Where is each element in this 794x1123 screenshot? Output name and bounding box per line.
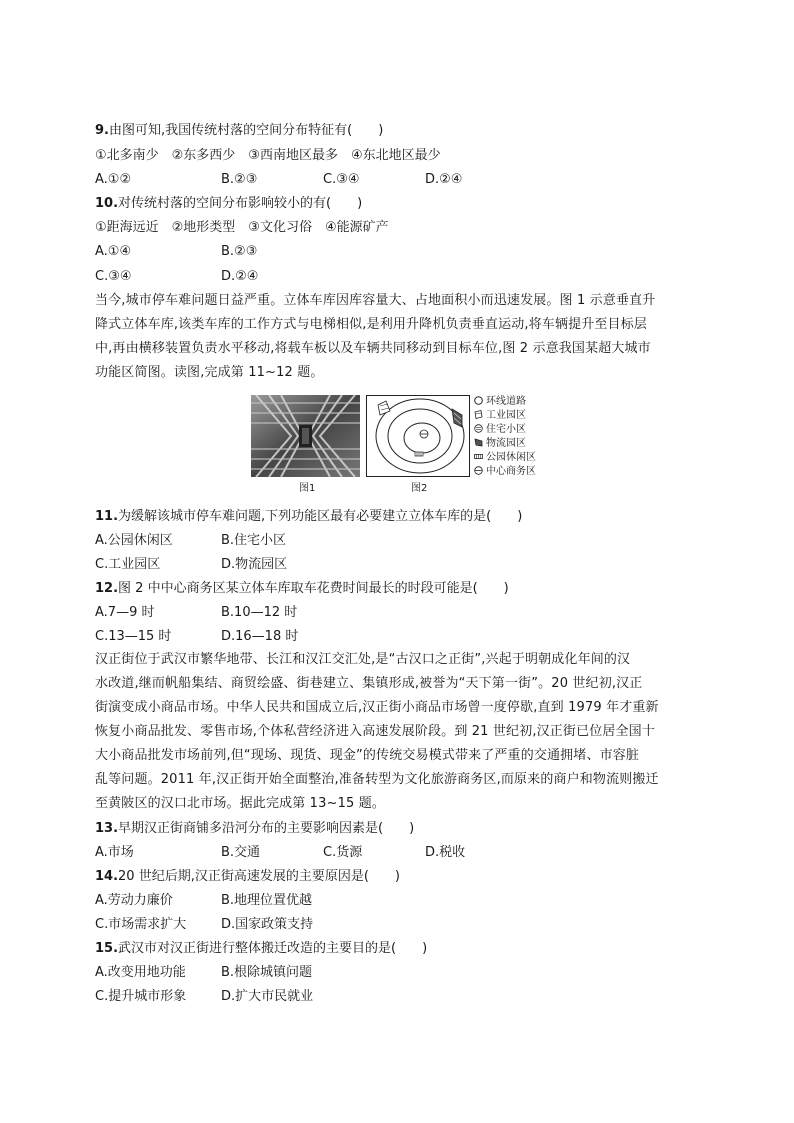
q12-option-b: B.10—12 时 bbox=[221, 605, 298, 620]
q11-option-b: B.住宅小区 bbox=[221, 533, 287, 548]
q10-option-c: C.③④ bbox=[95, 269, 132, 284]
q13-option-a: A.市场 bbox=[95, 845, 134, 860]
q13-option-c: C.货源 bbox=[323, 845, 363, 860]
passage-line: 乱等问题。2011 年,汉正街开始全面整治,准备转型为文化旅游商务区,而原来的商户和物流则搬迁 bbox=[95, 772, 659, 787]
q10-stem: 10.对传统村落的空间分布影响较小的有( ) bbox=[95, 196, 363, 211]
figure-2-city-map bbox=[366, 395, 470, 477]
ring-road-legend-icon bbox=[474, 396, 483, 405]
q9-option-a: A.①② bbox=[95, 172, 132, 187]
passage-line: 恢复小商品批发、零售市场,个体私营经济进入高速发展阶段。到 21 世纪初,汉正街已位居全国十 bbox=[95, 724, 655, 739]
passage-parking bbox=[95, 289, 699, 385]
passage-line: 降式立体车库,该类车库的工作方式与电梯相似,是利用升降机负责垂直运动,将车辆提升至目标层 bbox=[95, 317, 647, 332]
q13-option-d: D.税收 bbox=[425, 845, 466, 860]
q10-option-a: A.①④ bbox=[95, 244, 132, 259]
q15-number: 15. bbox=[95, 941, 119, 956]
q13-number: 13. bbox=[95, 821, 119, 836]
legend-item: 公园休闲区 bbox=[474, 452, 536, 463]
q12-option-a: A.7—9 时 bbox=[95, 605, 155, 620]
q9-option-c: C.③④ bbox=[323, 172, 360, 187]
q14-option-c: C.市场需求扩大 bbox=[95, 917, 187, 932]
legend-item: 工业园区 bbox=[474, 410, 526, 421]
q12-stem: 12.图 2 中中心商务区某立体车库取车花费时间最长的时段可能是( ) bbox=[95, 581, 509, 596]
q14-option-a: A.劳动力廉价 bbox=[95, 893, 173, 908]
passage-line: 至黄陂区的汉口北市场。据此完成第 13~15 题。 bbox=[95, 796, 385, 811]
q15-option-b: B.根除城镇问题 bbox=[221, 965, 313, 980]
q14-option-d: D.国家政策支持 bbox=[221, 917, 314, 932]
q15-option-d: D.扩大市民就业 bbox=[221, 989, 314, 1004]
passage-line: 中,再由横移装置负责水平移动,将载车板以及车辆共同移动到目标车位,图 2 示意我国某超大城市 bbox=[95, 341, 651, 356]
q12-option-d: D.16—18 时 bbox=[221, 629, 299, 644]
legend-item: 环线道路 bbox=[474, 396, 526, 407]
q9-option-b: B.②③ bbox=[221, 172, 258, 187]
q11-option-d: D.物流园区 bbox=[221, 557, 288, 572]
passage-line: 功能区简图。读图,完成第 11~12 题。 bbox=[95, 365, 324, 380]
q10-option-b: B.②③ bbox=[221, 244, 258, 259]
q12-number: 12. bbox=[95, 581, 119, 596]
q11-stem: 11.为缓解该城市停车难问题,下列功能区最有必要建立立体车库的是( ) bbox=[95, 509, 523, 524]
passage-line: 街演变成小商品市场。中华人民共和国成立后,汉正街小商品市场曾一度停歇,直到 1979 年才重新 bbox=[95, 700, 659, 715]
q11-number: 11. bbox=[95, 509, 119, 524]
park-legend-icon bbox=[474, 452, 483, 461]
cbd-symbol bbox=[420, 430, 428, 438]
passage-line: 当今,城市停车难问题日益严重。立体车库因库容量大、占地面积小而迅速发展。图 1 示意垂直升 bbox=[95, 293, 656, 308]
logistics-legend-icon bbox=[474, 438, 483, 447]
figure-1-caption: 图1 bbox=[299, 483, 316, 494]
figure-1-garage-photo bbox=[251, 395, 360, 477]
passage-line: 大小商品批发市场前列,但“现场、现货、现金”的传统交易模式带来了严重的交通拥堵、市容脏 bbox=[95, 748, 640, 763]
figure-2-legend bbox=[474, 396, 564, 480]
q10-statements: ①距海远近 ②地形类型 ③文化习俗 ④能源矿产 bbox=[95, 220, 389, 235]
q9-statements: ①北多南少 ②东多西少 ③西南地区最多 ④东北地区最少 bbox=[95, 148, 441, 163]
q12-option-c: C.13—15 时 bbox=[95, 629, 172, 644]
q9-number: 9. bbox=[95, 123, 109, 138]
q15-stem: 15.武汉市对汉正街进行整体搬迁改造的主要目的是( ) bbox=[95, 941, 428, 956]
q14-stem: 14.20 世纪后期,汉正街高速发展的主要原因是( ) bbox=[95, 869, 400, 884]
q14-number: 14. bbox=[95, 869, 119, 884]
q11-option-a: A.公园休闲区 bbox=[95, 533, 173, 548]
legend-item: 物流园区 bbox=[474, 438, 526, 449]
industrial-legend-icon bbox=[474, 410, 483, 419]
residential-legend-icon bbox=[474, 424, 483, 433]
figure-2-caption: 图2 bbox=[411, 483, 428, 494]
q11-option-c: C.工业园区 bbox=[95, 557, 161, 572]
passage-line: 汉正街位于武汉市繁华地带、长江和汉江交汇处,是“古汉口之正街”,兴起于明朝成化年间的汉 bbox=[95, 652, 631, 667]
q13-option-b: B.交通 bbox=[221, 845, 261, 860]
cbd-legend-icon bbox=[474, 466, 483, 475]
legend-item: 住宅小区 bbox=[474, 424, 526, 435]
q9-stem: 9.由图可知,我国传统村落的空间分布特征有( ) bbox=[95, 123, 384, 138]
q10-option-d: D.②④ bbox=[221, 269, 259, 284]
passage-hanzhengjie bbox=[95, 648, 699, 816]
q9-option-d: D.②④ bbox=[425, 172, 463, 187]
legend-item: 中心商务区 bbox=[474, 466, 536, 477]
q15-option-c: C.提升城市形象 bbox=[95, 989, 187, 1004]
passage-line: 水改道,继而帆船集结、商贸绘盛、街巷建立、集镇形成,被誉为“天下第一街”。20 世纪初,汉正 bbox=[95, 676, 643, 691]
q14-option-b: B.地理位置优越 bbox=[221, 893, 313, 908]
q13-stem: 13.早期汉正街商铺多沿河分布的主要影响因素是( ) bbox=[95, 821, 415, 836]
q10-number: 10. bbox=[95, 196, 119, 211]
q15-option-a: A.改变用地功能 bbox=[95, 965, 186, 980]
